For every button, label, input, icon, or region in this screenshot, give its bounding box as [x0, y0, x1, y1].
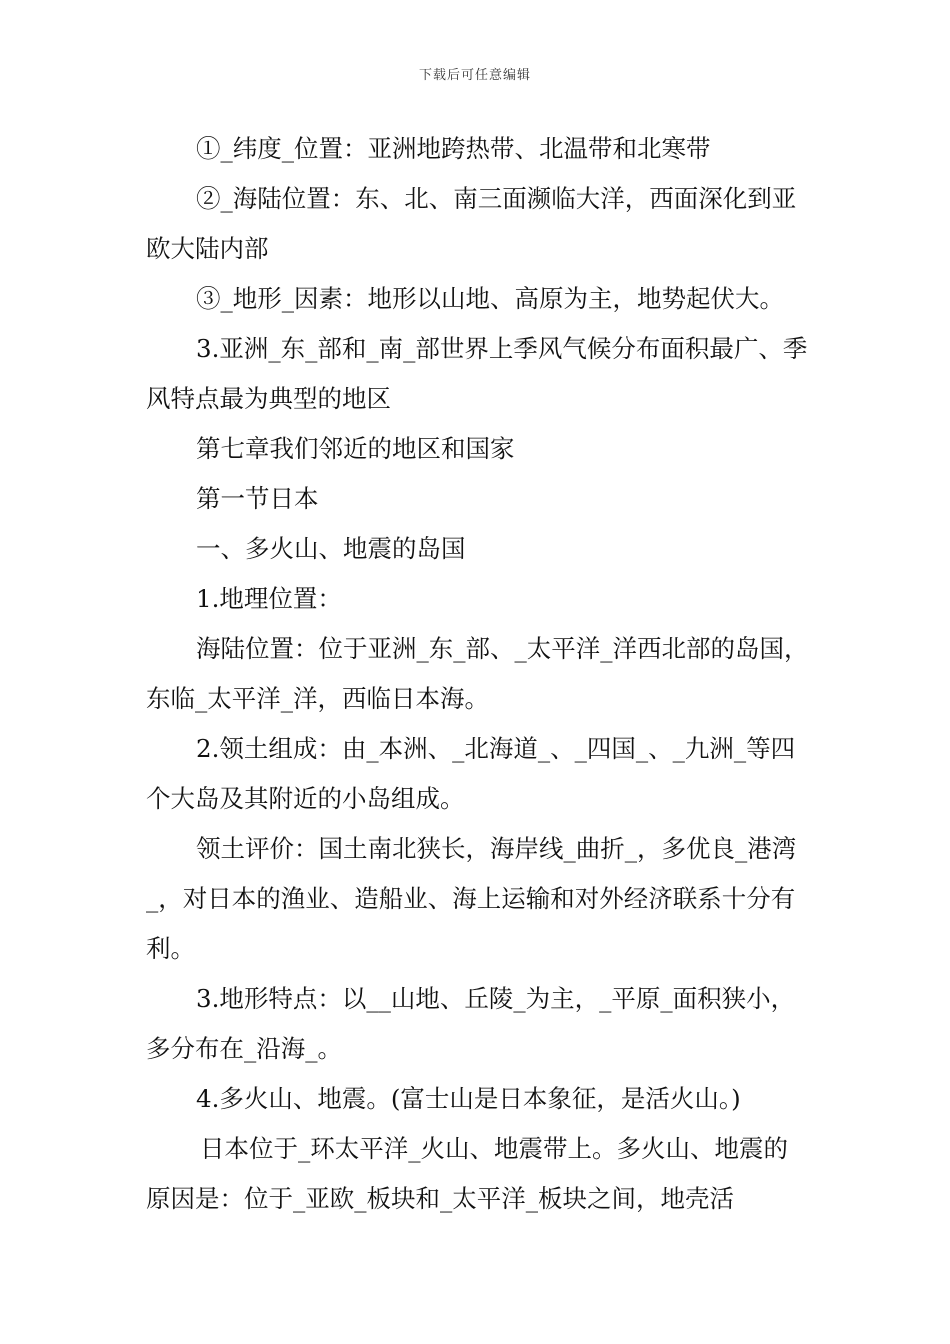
- paragraph-geo-location-heading: 1.地理位置：: [196, 584, 342, 613]
- paragraph-plate-boundary: 日本位于_环太平洋_火山、地震带上。多火山、地震的原因是：位于_亚欧_板块和_太平洋_板块之间，地壳活: [146, 1134, 788, 1213]
- paragraph-territory-composition: 2.领土组成：由_本洲、_北海道_、_四国_、_九洲_等四个大岛及其附近的小岛组成。: [146, 734, 796, 813]
- subsection-title: 一、多火山、地震的岛国: [196, 534, 466, 563]
- paragraph-terrain-features: 3.地形特点：以__山地、丘陵_为主，_平原_面积狭小，多分布在_沿海_。: [146, 984, 796, 1063]
- paragraph-terrain-factor: ③_地形_因素：地形以山地、高原为主，地势起伏大。: [196, 284, 784, 313]
- paragraph-sea-land-position: ②_海陆位置：东、北、南三面濒临大洋，西面深化到亚欧大陆内部: [146, 184, 797, 263]
- paragraph-latitude-position: ①_纬度_位置：亚洲地跨热带、北温带和北寒带: [196, 134, 711, 163]
- paragraph-territory-evaluation: 领土评价：国土南北狭长，海岸线_曲折_，多优良_港湾_，对日本的渔业、造船业、海上运输和对外经济联系十分有利。: [146, 834, 797, 963]
- paragraph-sea-land-japan: 海陆位置：位于亚洲_东_部、_太平洋_洋西北部的岛国，东临_太平洋_洋，西临日本海。: [146, 634, 809, 713]
- chapter-title: 第七章我们邻近的地区和国家: [196, 434, 515, 463]
- section-title: 第一节日本: [196, 484, 319, 513]
- paragraph-monsoon-region: 3.亚洲_东_部和_南_部世界上季风气候分布面积最广、季风特点最为典型的地区: [146, 334, 808, 413]
- paragraph-volcano-earthquake: 4.多火山、地震。(富士山是日本象征，是活火山。): [196, 1084, 741, 1113]
- page-header: 下载后可任意编辑: [418, 68, 531, 83]
- document-body: [146, 124, 810, 1224]
